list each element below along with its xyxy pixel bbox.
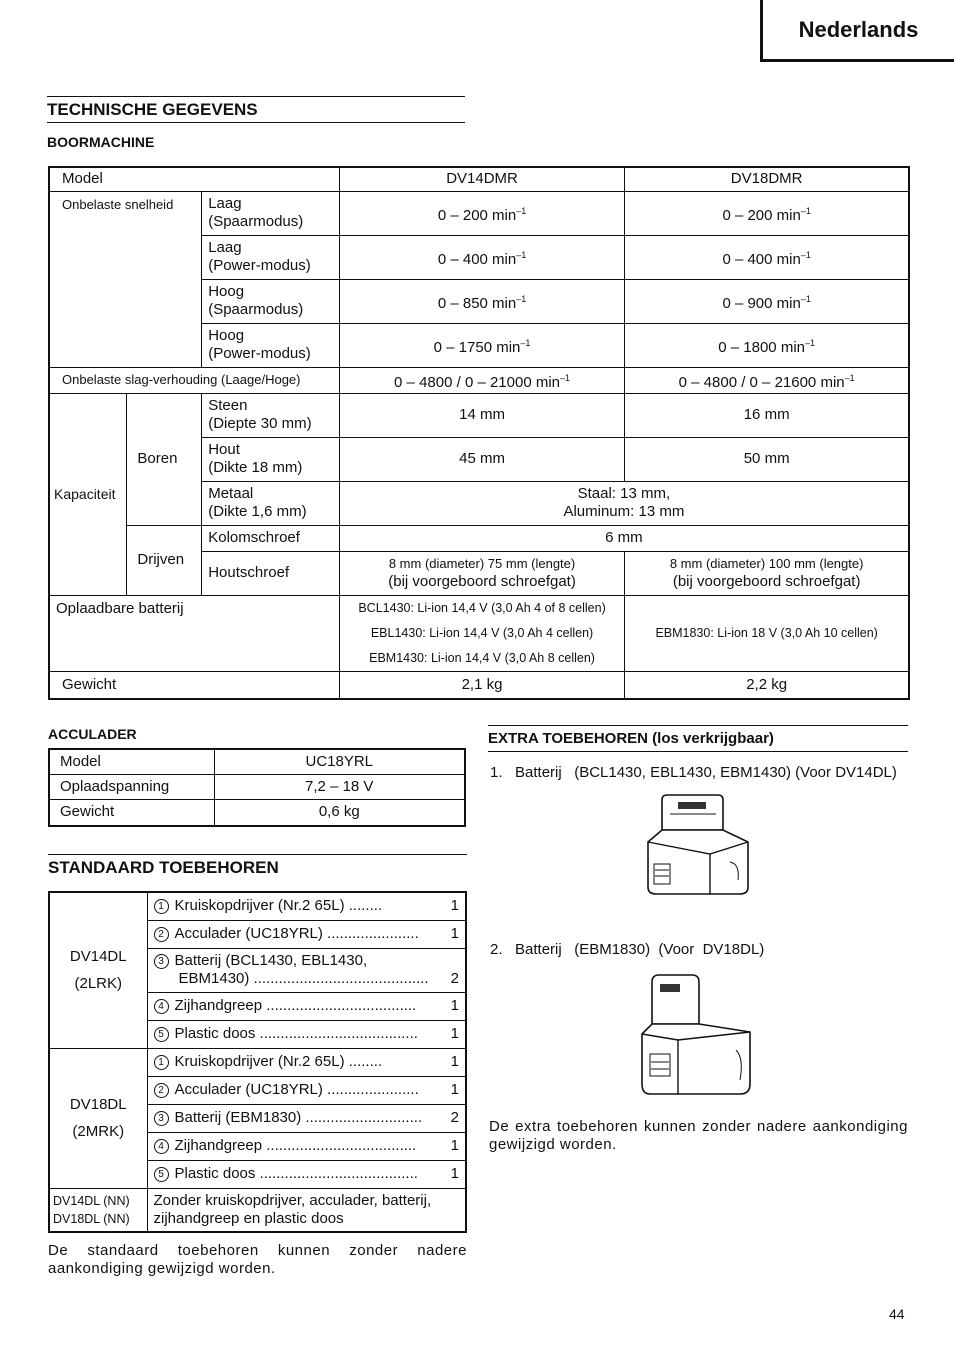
g1-item-1: 1 Kruiskopdrijver (Nr.2 65L) ........ 1 — [147, 892, 466, 920]
g1-item-5: 5 Plastic doos ...................................... 1 — [147, 1020, 466, 1048]
charger-model-label: Model — [49, 749, 214, 774]
standard-title-text: STANDAARD TOEBEHOREN — [48, 858, 279, 877]
battery-a-1: BCL1430: Li-ion 14,4 V (3,0 Ah 4 of 8 cellen) — [358, 600, 606, 615]
houtschroef-label: Houtschroef — [202, 551, 340, 595]
charger-weight-label: Gewicht — [49, 799, 214, 826]
impact-a: 0 – 4800 / 0 – 21000 $\min^{-1}$ — [339, 367, 625, 393]
speed-b-1: 0 – 200 $\min^{-1}$ — [625, 191, 909, 235]
battery-a-3: EBM1430: Li-ion 14,4 V (3,0 Ah 8 cellen) — [369, 650, 595, 665]
speed-a-1: 0 – 200 $\min^{-1}$ — [339, 191, 625, 235]
extra-item-1: 1. Batterij (BCL1430, EBL1430, EBM1430) (Voor DV14DL) — [490, 764, 897, 781]
g1-item-2: 2 Acculader (UC18YRL) ...................... 1 — [147, 920, 466, 948]
g2-item-1: 1 Kruiskopdrijver (Nr.2 65L) ........ 1 — [147, 1048, 466, 1076]
weight-b: 2,2 kg — [625, 671, 909, 699]
kolom-label: Kolomschroef — [202, 525, 340, 551]
battery-label: Oplaadbare batterij — [49, 595, 339, 671]
impact-b: 0 – 4800 / 0 – 21600 $\min^{-1}$ — [625, 367, 909, 393]
speed-b-3: 0 – 900 $\min^{-1}$ — [625, 279, 909, 323]
nn-text: Zonder kruiskopdrijver, acculader, batterij, zijhandgreep en plastic doos — [147, 1188, 466, 1232]
capacity-label: Kapaciteit — [49, 393, 127, 595]
nn-models: DV14DL (NN) DV18DL (NN) — [49, 1188, 147, 1232]
charger-table — [48, 748, 466, 827]
drill-subtitle: BOORMACHINE — [47, 134, 155, 150]
model-b: DV18DMR — [625, 167, 909, 191]
drive-label: Drijven — [127, 525, 202, 595]
standard-note: De standaard toebehoren kunnen zonder nadere aankondiging gewijzigd worden. — [48, 1242, 467, 1277]
kolom-value: 6 mm — [339, 525, 909, 551]
g2-item-4: 4 Zijhandgreep .................................... 1 — [147, 1132, 466, 1160]
charger-title: ACCULADER — [48, 726, 137, 742]
g1-item-3: 3 Batterij (BCL1430, EBL1430, EBM1430) .......................................... 2 — [147, 948, 466, 992]
battery-a-2: EBL1430: Li-ion 14,4 V (3,0 Ah 4 cellen) — [370, 625, 594, 640]
battery-image-1 — [640, 792, 756, 898]
speed-a-2: 0 – 400 $\min^{-1}$ — [339, 235, 625, 279]
houtschroef-a: 8 mm (diameter) 75 mm (lengte) (bij voorgeboord schroefgat) — [339, 551, 625, 595]
hout-a: 45 mm — [339, 437, 625, 481]
standard-section-title — [48, 854, 467, 881]
standard-table — [48, 891, 467, 1233]
extra-title-text: EXTRA TOEBEHOREN (los verkrijgbaar) — [488, 730, 774, 747]
g2-item-2: 2 Acculader (UC18YRL) ...................... 1 — [147, 1076, 466, 1104]
group2-model: DV18DL (2MRK) — [49, 1048, 147, 1188]
charger-weight-value: 0,6 kg — [214, 799, 465, 826]
steen-b: 16 mm — [625, 393, 909, 437]
drill-label: Boren — [127, 393, 202, 525]
tech-section-title — [47, 96, 465, 123]
charger-voltage-value: 7,2 – 18 V — [214, 774, 465, 799]
model-label: Model — [49, 167, 339, 191]
steen-a: 14 mm — [339, 393, 625, 437]
group1-model: DV14DL (2LRK) — [49, 892, 147, 1048]
weight-a: 2,1 kg — [339, 671, 625, 699]
battery-image-2 — [638, 972, 758, 1098]
speed-b-4: 0 – 1800 $\min^{-1}$ — [625, 323, 909, 367]
g2-item-3: 3 Batterij (EBM1830) ............................ 2 — [147, 1104, 466, 1132]
charger-voltage-label: Oplaadspanning — [49, 774, 214, 799]
extra-item-2: 2. Batterij (EBM1830) (Voor DV18DL) — [490, 941, 765, 958]
hout-label: Hout (Dikte 18 mm) — [202, 437, 340, 481]
g2-item-5: 5 Plastic doos ...................................... 1 — [147, 1160, 466, 1188]
hout-b: 50 mm — [625, 437, 909, 481]
extra-section-title — [488, 725, 908, 752]
model-a: DV14DMR — [339, 167, 625, 191]
battery-a — [339, 595, 625, 671]
speed-a-4: 0 – 1750 $\min^{-1}$ — [339, 323, 625, 367]
houtschroef-b: 8 mm (diameter) 100 mm (lengte) (bij voorgeboord schroefgat) — [625, 551, 909, 595]
metaal-label: Metaal (Dikte 1,6 mm) — [202, 481, 340, 525]
battery-b: EBM1830: Li-ion 18 V (3,0 Ah 10 cellen) — [625, 595, 909, 671]
metaal-value: Staal: 13 mm, Aluminum: 13 mm — [339, 481, 909, 525]
tech-title-text: TECHNISCHE GEGEVENS — [47, 99, 258, 119]
g1-item-4: 4 Zijhandgreep .................................... 1 — [147, 992, 466, 1020]
speed-b-2: 0 – 400 $\min^{-1}$ — [625, 235, 909, 279]
speed-mode-3: Hoog (Spaarmodus) — [202, 279, 340, 323]
noload-label: Onbelaste snelheid — [49, 191, 202, 367]
speed-mode-2: Laag (Power-modus) — [202, 235, 340, 279]
speed-a-3: 0 – 850 $\min^{-1}$ — [339, 279, 625, 323]
impact-label: Onbelaste slag-verhouding (Laage/Hoge) — [49, 367, 339, 393]
language-tab — [760, 0, 954, 62]
page-number: 44 — [889, 1306, 905, 1322]
extra-note: De extra toebehoren kunnen zonder nadere aankondiging gewijzigd worden. — [489, 1118, 908, 1153]
speed-mode-1: Laag (Spaarmodus) — [202, 191, 340, 235]
tech-table — [48, 166, 910, 700]
weight-label: Gewicht — [49, 671, 339, 699]
speed-mode-4: Hoog (Power-modus) — [202, 323, 340, 367]
charger-model-value: UC18YRL — [214, 749, 465, 774]
steen-label: Steen (Diepte 30 mm) — [202, 393, 340, 437]
language-label: Nederlands — [798, 16, 919, 42]
